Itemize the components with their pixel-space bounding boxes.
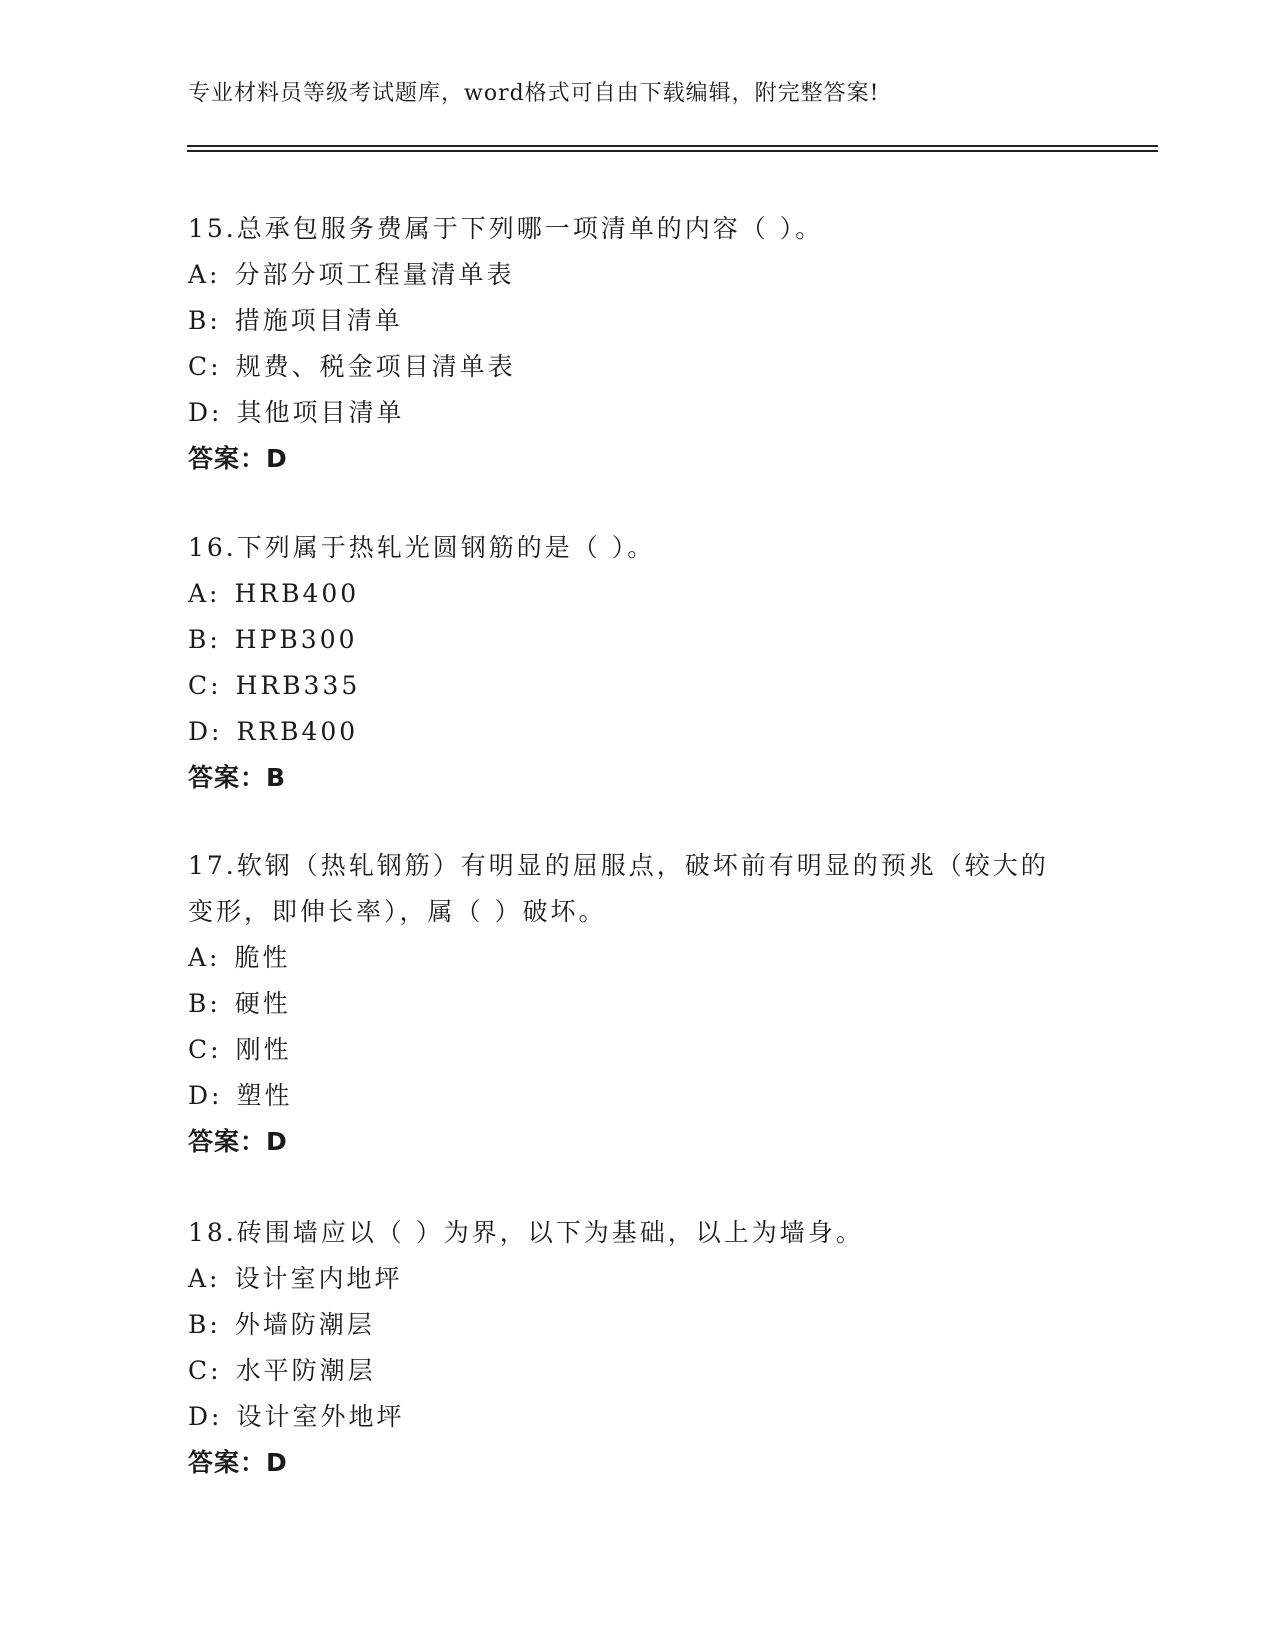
option-b [188, 298, 1088, 344]
option-key: B: [188, 989, 221, 1018]
option-d [188, 1394, 1088, 1440]
option-b [188, 981, 1088, 1027]
question-stem: 18.砖围墙应以（ ）为界，以下为基础，以上为墙身。 [188, 1218, 864, 1247]
option-a [188, 1256, 1088, 1302]
option-key: C: [188, 671, 222, 700]
option-text: 脆性 [234, 943, 291, 972]
answer-label: 答案：D [188, 444, 288, 473]
option-d [188, 1073, 1088, 1119]
option-text: 措施项目清单 [234, 306, 403, 335]
option-text: 设计室外地坪 [236, 1402, 405, 1431]
option-key: A: [188, 943, 221, 972]
option-c [188, 1348, 1088, 1394]
question-stem-line-2: 变形，即伸长率），属（ ）破坏。 [188, 897, 607, 926]
answer-label: 答案：B [188, 763, 287, 792]
option-key: B: [188, 306, 221, 335]
option-key: C: [188, 1035, 222, 1064]
option-d [188, 390, 1088, 436]
question-15 [188, 206, 1088, 482]
question-17 [188, 843, 1088, 1165]
header-divider-top [187, 145, 1158, 147]
option-text: 设计室内地坪 [234, 1264, 403, 1293]
question-stem: 15.总承包服务费属于下列哪一项清单的内容（ ）。 [188, 214, 824, 243]
option-key: D: [188, 717, 223, 746]
header-divider-bottom [187, 150, 1158, 152]
option-d [188, 709, 1088, 755]
option-key: A: [188, 260, 221, 289]
option-text: 塑性 [236, 1081, 293, 1110]
question-stem: 16.下列属于热轧光圆钢筋的是（ ）。 [188, 533, 656, 562]
option-text: 刚性 [235, 1035, 292, 1064]
page-header: 专业材料员等级考试题库，word格式可自由下载编辑，附完整答案! [188, 81, 880, 106]
question-stem-line-1: 17.软钢（热轧钢筋）有明显的屈服点，破坏前有明显的预兆（较大的 [188, 851, 1049, 880]
option-key: D: [188, 1081, 223, 1110]
option-key: C: [188, 352, 222, 381]
option-text: 其他项目清单 [236, 398, 405, 427]
option-a [188, 571, 1088, 617]
option-c [188, 1027, 1088, 1073]
option-b [188, 1302, 1088, 1348]
option-text: 分部分项工程量清单表 [234, 260, 515, 289]
option-text: HPB300 [234, 625, 358, 654]
option-key: B: [188, 1310, 221, 1339]
option-a [188, 252, 1088, 298]
question-18 [188, 1210, 1088, 1486]
option-text: 规费、税金项目清单表 [235, 352, 516, 381]
option-text: HRB400 [234, 579, 360, 608]
option-text: RRB400 [236, 717, 359, 746]
question-16 [188, 525, 1088, 801]
option-text: 外墙防潮层 [234, 1310, 375, 1339]
option-key: A: [188, 579, 221, 608]
option-key: B: [188, 625, 221, 654]
option-text: HRB335 [235, 671, 361, 700]
option-key: A: [188, 1264, 221, 1293]
option-text: 水平防潮层 [235, 1356, 376, 1385]
option-b [188, 617, 1088, 663]
option-a [188, 935, 1088, 981]
answer-label: 答案：D [188, 1127, 288, 1156]
option-key: C: [188, 1356, 222, 1385]
option-text: 硬性 [234, 989, 291, 1018]
answer-label: 答案：D [188, 1448, 288, 1477]
option-c [188, 344, 1088, 390]
option-key: D: [188, 1402, 223, 1431]
option-c [188, 663, 1088, 709]
option-key: D: [188, 398, 223, 427]
